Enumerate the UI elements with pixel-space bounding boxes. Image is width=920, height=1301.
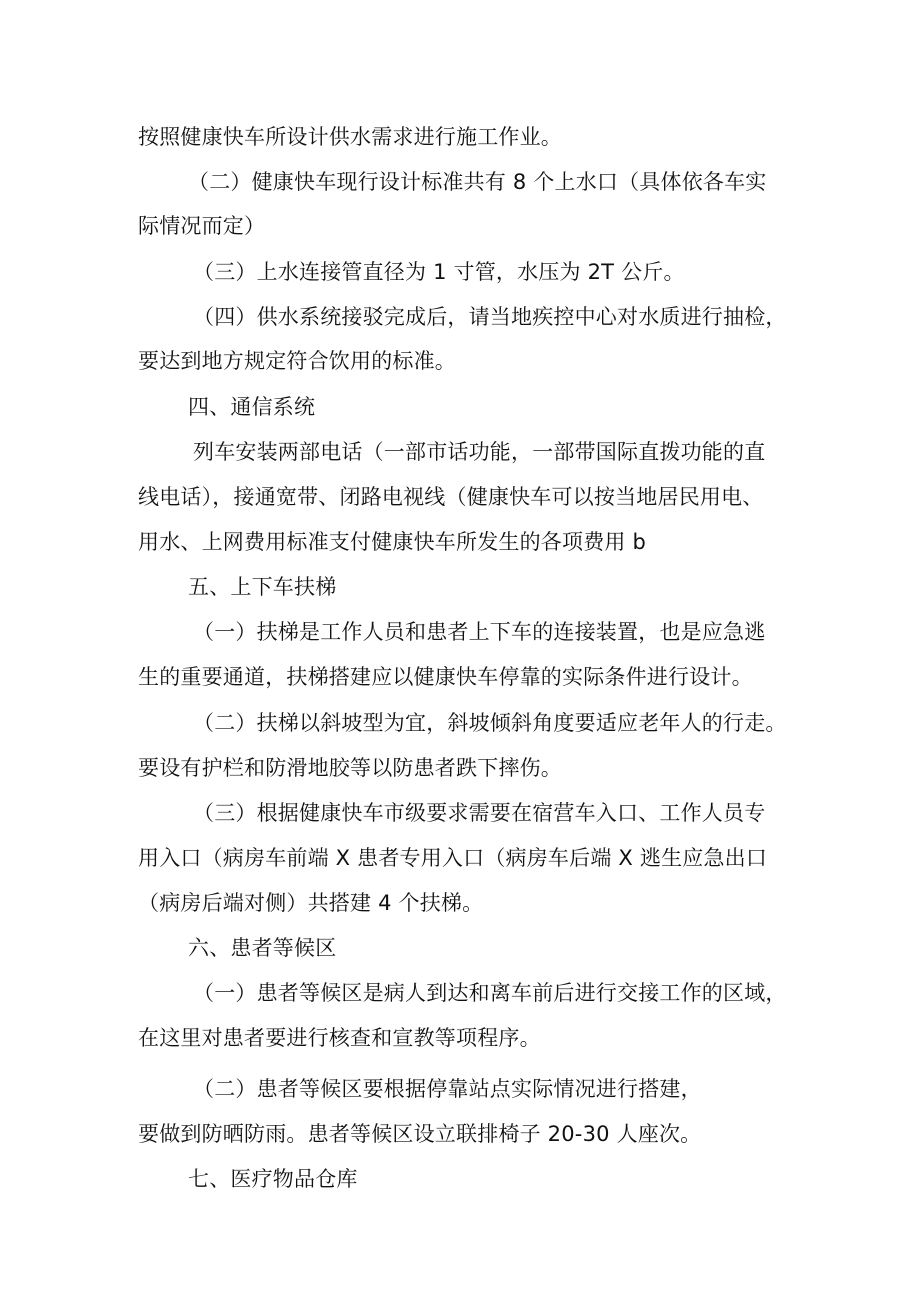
paragraph-line: 要达到地方规定符合饮用的标准。	[138, 349, 456, 373]
paragraph-line: 列车安装两部电话（一部市话功能，一部带国际直拨功能的直	[193, 440, 766, 464]
section-heading: 七、医疗物品仓库	[188, 1167, 358, 1191]
paragraph-line: （一）扶梯是工作人员和患者上下车的连接装置，也是应急逃	[193, 620, 766, 644]
paragraph-line: 在这里对患者要进行核查和宣教等项程序。	[138, 1026, 541, 1050]
section-heading: 四、通信系统	[188, 395, 316, 419]
paragraph-line: （一）患者等候区是病人到达和离车前后进行交接工作的区域，	[193, 981, 787, 1005]
paragraph-line: 际情况而定）	[138, 214, 266, 238]
paragraph-line: （三）根据健康快车市级要求需要在宿营车入口、工作人员专	[193, 801, 766, 825]
paragraph-line: （二）健康快车现行设计标准共有 8 个上水口（具体依各车实	[188, 170, 767, 194]
paragraph-line: （四）供水系统接驳完成后，请当地疾控中心对水质进行抽检，	[193, 305, 787, 329]
section-heading: 五、上下车扶梯	[188, 575, 337, 599]
section-heading: 六、患者等候区	[188, 936, 337, 960]
paragraph-line: 生的重要通道，扶梯搭建应以健康快车停靠的实际条件进行设计。	[138, 665, 753, 689]
paragraph-line: 按照健康快车所设计供水需求进行施工作业。	[138, 125, 562, 149]
paragraph-line: 用水、上网费用标准支付健康快车所发生的各项费用 b	[138, 530, 647, 554]
paragraph-line: 要设有护栏和防滑地胶等以防患者跌下摔伤。	[138, 756, 562, 780]
paragraph-line: （三）上水连接管直径为 1 寸管，水压为 2T 公斤。	[193, 260, 685, 284]
paragraph-line: （二）扶梯以斜坡型为宜，斜坡倾斜角度要适应老年人的行走。	[193, 711, 787, 735]
paragraph-line: （二）患者等候区要根据停靠站点实际情况进行搭建，	[193, 1077, 702, 1101]
paragraph-line: 要做到防晒防雨。患者等候区设立联排椅子 20-30 人座次。	[138, 1122, 702, 1146]
paragraph-line: 用入口（病房车前端 X 患者专用入口（病房车后端 X 逃生应急出口	[138, 846, 768, 870]
paragraph-line: （病房后端对侧）共搭建 4 个扶梯。	[138, 891, 484, 915]
paragraph-line: 线电话），接通宽带、闭路电视线（健康快车可以按当地居民用电、	[138, 485, 764, 509]
